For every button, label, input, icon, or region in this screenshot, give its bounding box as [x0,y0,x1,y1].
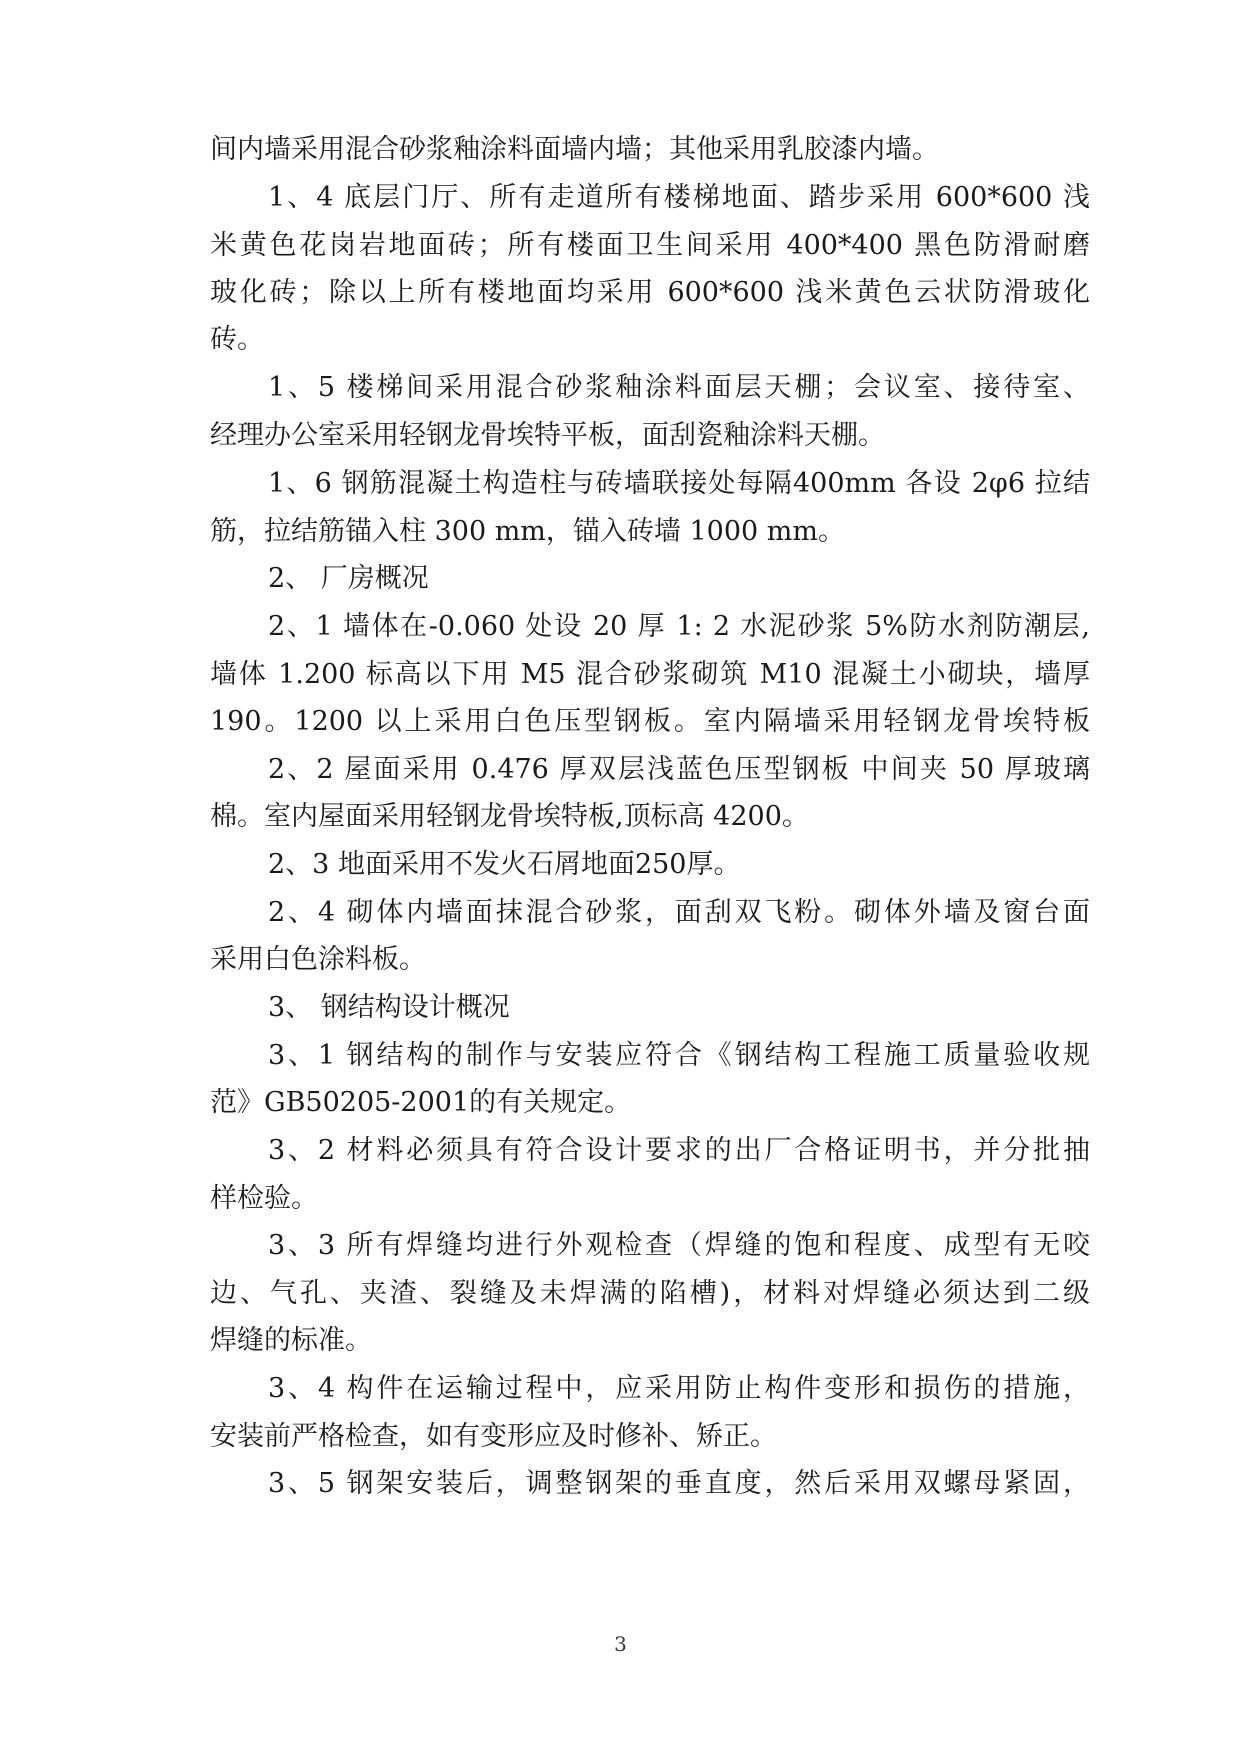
text-line: 棉。室内屋面采用轻钢龙骨埃特板,顶标高 4200。 [210,801,809,832]
text-line: 采用白色涂料板。 [210,944,426,975]
text-line: 间内墙采用混合砂浆釉涂料面墙内墙；其他采用乳胶漆内墙。 [210,134,939,165]
section-heading: 2、 厂房概况 [268,563,429,594]
text-line: 经理办公室采用轻钢龙骨埃特平板，面刮瓷釉涂料天棚。 [210,420,885,451]
text-line: 安装前严格检查，如有变形应及时修补、矫正。 [210,1421,777,1452]
page-number: 3 [614,1632,627,1656]
text-line: 墙体 1.200 标高以下用 M5 混合砂浆砌筑 M10 混凝土小砌块，墙厚 [210,659,1090,690]
text-line: 2、3 地面采用不发火石屑地面250厚。 [268,849,741,880]
text-line: 2、1 墙体在-0.060 处设 20 厚 1: 2 水泥砂浆 5%防水剂防潮层, [268,611,1090,642]
text-line: 范》GB50205-2001的有关规定。 [210,1087,632,1118]
text-line: 3、3 所有焊缝均进行外观检查（焊缝的饱和程度、成型有无咬 [268,1230,1090,1261]
section-heading: 3、 钢结构设计概况 [268,992,510,1023]
text-line: 砖。 [210,324,264,355]
text-line: 筋，拉结筋锚入柱 300 mm，锚入砖墙 1000 mm。 [210,516,845,547]
text-line: 边、气孔、夹渣、裂缝及未焊满的陷槽)，材料对焊缝必须达到二级 [210,1278,1090,1309]
text-line: 3、2 材料必须具有符合设计要求的出厂合格证明书，并分批抽 [268,1135,1090,1166]
text-line: 3、1 钢结构的制作与安装应符合《钢结构工程施工质量验收规 [268,1040,1090,1071]
text-line: 焊缝的标准。 [210,1325,372,1356]
text-line: 2、2 屋面采用 0.476 厚双层浅蓝色压型钢板 中间夹 50 厚玻璃 [268,754,1090,785]
text-line: 1、5 楼梯间采用混合砂浆釉涂料面层天棚；会议室、接待室、 [268,372,1090,403]
text-line: 样检验。 [210,1183,318,1214]
text-line: 190。1200 以上采用白色压型钢板。室内隔墙采用轻钢龙骨埃特板 [210,706,1090,737]
text-line: 1、4 底层门厅、所有走道所有楼梯地面、踏步采用 600*600 浅 [268,182,1090,213]
text-line: 米黄色花岗岩地面砖；所有楼面卫生间采用 400*400 黑色防滑耐磨 [210,230,1090,261]
text-line: 2、4 砌体内墙面抹混合砂浆，面刮双飞粉。砌体外墙及窗台面 [268,897,1090,928]
text-line: 3、4 构件在运输过程中，应采用防止构件变形和损伤的措施， [268,1373,1090,1404]
text-line: 1、6 钢筋混凝土构造柱与砖墙联接处每隔400mm 各设 2φ6 拉结 [268,468,1090,499]
text-line: 3、5 钢架安装后，调整钢架的垂直度，然后采用双螺母紧固， [268,1468,1090,1499]
text-line: 玻化砖；除以上所有楼地面均采用 600*600 浅米黄色云状防滑玻化 [210,277,1090,308]
